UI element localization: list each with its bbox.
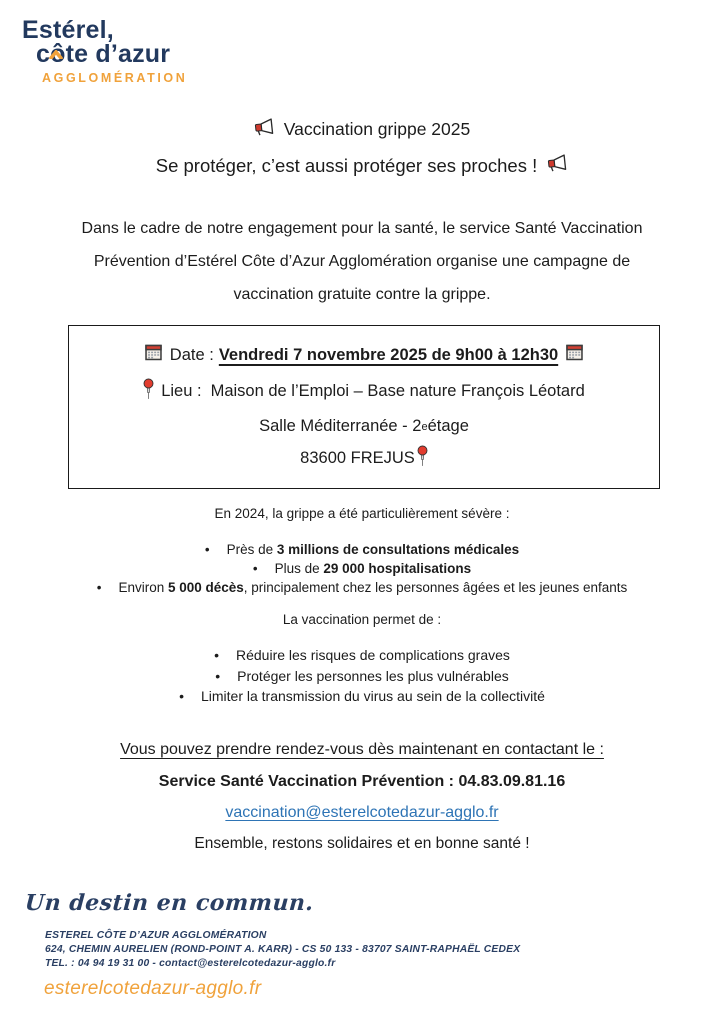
round-pushpin-icon [143,378,154,405]
benefit-bullet-item: • Limiter la transmission du virus au sein de la collectivité [0,686,724,707]
location-label: Lieu : [161,382,202,400]
city-line [69,445,659,472]
footer-org-name: ESTEREL CÔTE D’AZUR AGGLOMÉRATION [45,930,267,941]
date-value: Vendredi 7 novembre 2025 de 9h00 à 12h30 [218,345,559,364]
logo-line-2 [36,40,187,69]
date-label: Date : [169,345,214,364]
footer-website-link[interactable]: esterelcotedazur-agglo.fr [44,978,262,999]
email-line [0,804,724,822]
page-title-row [0,118,724,141]
logo-circumflex-accent-icon [49,37,63,66]
logo-line-2-text: côte d’azur [36,40,171,68]
page-subtitle-row [0,154,724,177]
footer-phone-email: TEL. : 04 94 19 31 00 - contact@esterelcotedazur-agglo.fr [45,958,336,969]
severity-bullet-item: • Près de 3 millions de consultations médicales [0,540,724,559]
benefit-bullet-item: • Protéger les personnes les plus vulnérables [0,666,724,687]
room-line [69,417,659,436]
city-text: 83600 FREJUS [300,449,415,467]
room-text-rest: étage [427,417,469,435]
benefits-heading: La vaccination permet de : [282,612,442,627]
vaccination-email-link[interactable]: vaccination@esterelcotedazur-agglo.fr [225,804,499,821]
logo-line-1: Estérel, [22,16,114,44]
intro-paragraph: Dans le cadre de notre engagement pour la santé, le service Santé Vaccination Prévention d’Estérel Côte d’Azur Agglomération organise une campagne de vaccination gratuite contre la grippe. [81,220,643,303]
service-phone-line: Service Santé Vaccination Prévention : 04.83.09.81.16 [158,773,566,790]
footer-tagline: Un destin en commun. [24,890,315,916]
megaphone-icon [546,153,569,178]
megaphone-icon [253,117,276,142]
contact-section [0,741,724,853]
severity-bullet-item: • Plus de 29 000 hospitalisations [0,559,724,578]
benefits-section [0,612,724,707]
event-info-box [68,325,660,489]
severity-bullet-item: • Environ 5 000 décès, principalement chez les personnes âgées et les jeunes enfants [0,578,724,597]
logo-line-3: AGGLOMÉRATION [42,71,188,85]
appointment-cta: Vous pouvez prendre rendez-vous dès maintenant en contactant le : [120,741,604,758]
severity-heading: En 2024, la grippe a été particulièrement sévère : [214,506,510,521]
location-value: Maison de l’Emploi – Base nature François Léotard [210,382,585,400]
date-line [69,344,659,366]
footer [0,890,724,1000]
page-subtitle: Se protéger, c’est aussi protéger ses proches ! [155,154,538,176]
round-pushpin-icon [417,445,428,472]
calendar-icon [566,344,583,366]
location-line [69,378,659,405]
footer-address: 624, CHEMIN AURELIEN (ROND-POINT A. KARR) - CS 50 133 - 83707 SAINT-RAPHAËL CEDEX [45,944,521,955]
agglomeration-logo [22,16,187,85]
room-text: Salle Méditerranée - 2 [259,417,422,435]
page-title: Vaccination grippe 2025 [283,119,471,139]
severity-section [0,506,724,597]
benefit-bullet-item: • Réduire les risques de complications graves [0,645,724,666]
room-superscript: e [421,420,428,433]
closing-line: Ensemble, restons solidaires et en bonne santé ! [194,835,530,852]
calendar-icon [145,344,162,366]
